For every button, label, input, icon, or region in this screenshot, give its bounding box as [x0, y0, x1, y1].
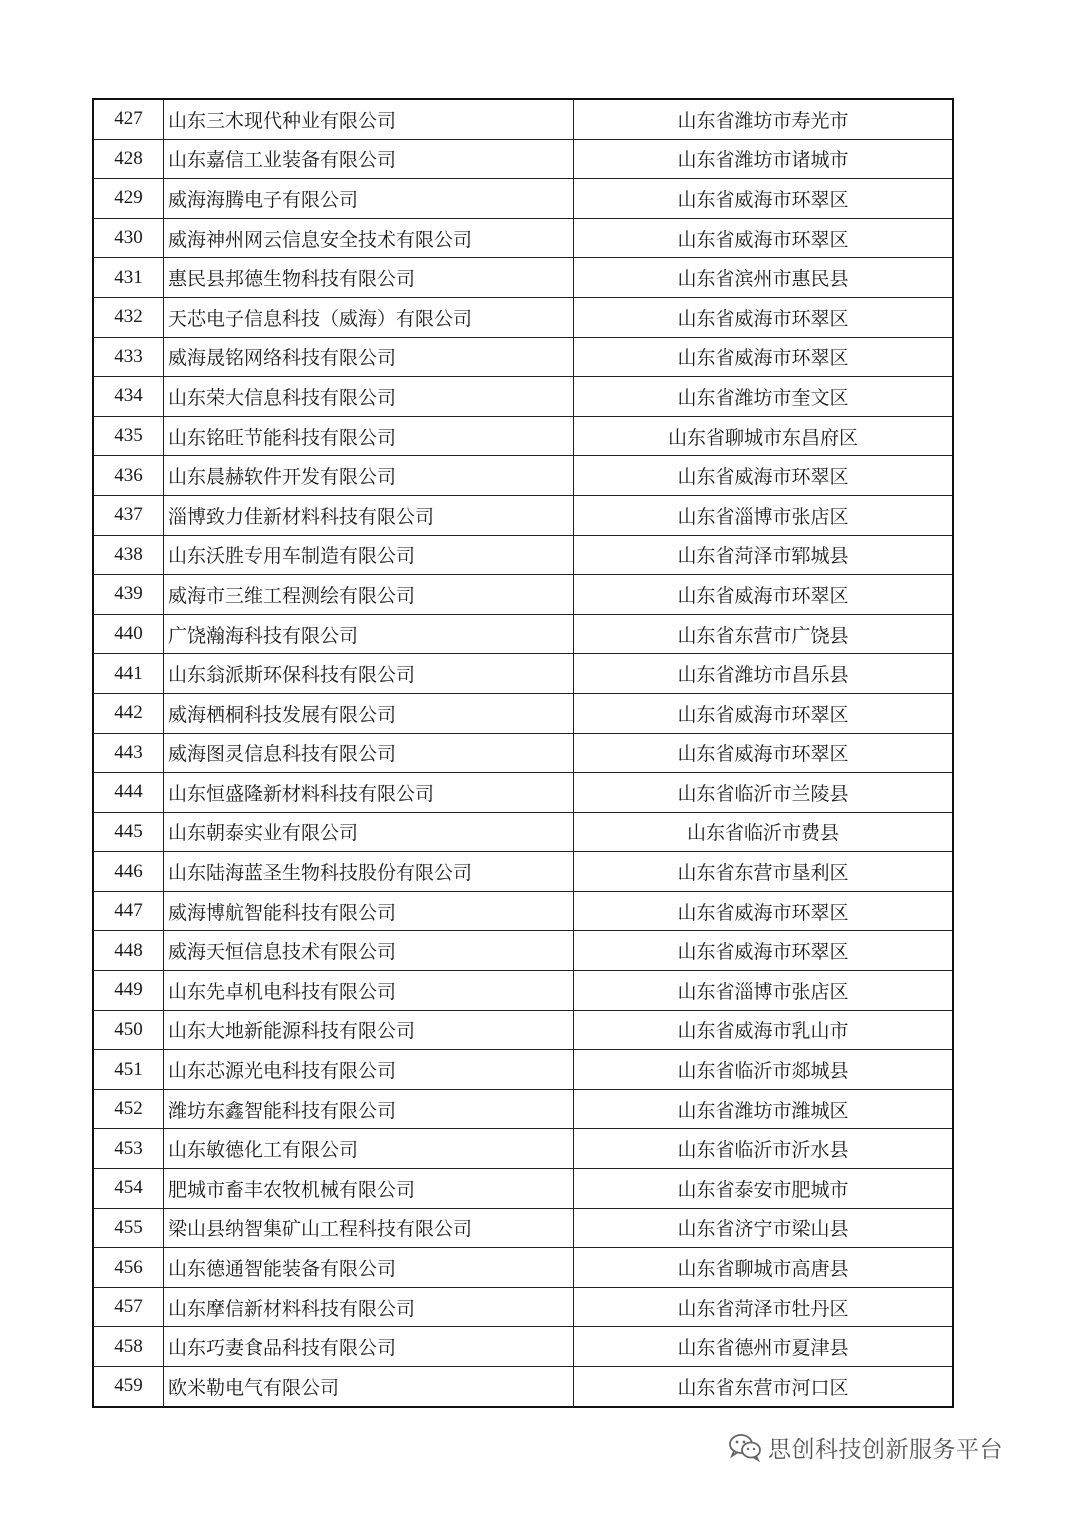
location-cell: 山东省聊城市东昌府区	[574, 416, 954, 456]
table-row	[93, 852, 953, 892]
location-cell: 山东省济宁市梁山县	[574, 1208, 954, 1248]
row-number-cell: 445	[93, 812, 164, 852]
company-name-cell: 山东敏德化工有限公司	[164, 1129, 574, 1169]
location-cell: 山东省潍坊市潍城区	[574, 1089, 954, 1129]
table-row	[93, 654, 953, 694]
table-row	[93, 1367, 953, 1407]
row-number-cell: 448	[93, 931, 164, 971]
company-name-cell: 山东沃胜专用车制造有限公司	[164, 535, 574, 575]
location-cell: 山东省潍坊市昌乐县	[574, 654, 954, 694]
location-cell: 山东省威海市环翠区	[574, 456, 954, 496]
table-row	[93, 891, 953, 931]
row-number-cell: 451	[93, 1050, 164, 1090]
table-row	[93, 1248, 953, 1288]
row-number-cell: 458	[93, 1327, 164, 1367]
row-number-cell: 429	[93, 179, 164, 219]
table-row	[93, 1327, 953, 1367]
row-number-cell: 443	[93, 733, 164, 773]
company-name-cell: 山东荣大信息科技有限公司	[164, 377, 574, 417]
table-row	[93, 971, 953, 1011]
location-cell: 山东省威海市环翠区	[574, 575, 954, 615]
table-row	[93, 535, 953, 575]
table-row	[93, 377, 953, 417]
row-number-cell: 441	[93, 654, 164, 694]
row-number-cell: 456	[93, 1248, 164, 1288]
location-cell: 山东省菏泽市牡丹区	[574, 1287, 954, 1327]
table-row	[93, 495, 953, 535]
company-name-cell: 山东陆海蓝圣生物科技股份有限公司	[164, 852, 574, 892]
row-number-cell: 434	[93, 377, 164, 417]
company-name-cell: 山东翁派斯环保科技有限公司	[164, 654, 574, 694]
watermark-text: 思创科技创新服务平台	[768, 1436, 1003, 1463]
table-row	[93, 1010, 953, 1050]
table-row	[93, 218, 953, 258]
table-row	[93, 179, 953, 219]
row-number-cell: 449	[93, 971, 164, 1011]
table-row	[93, 1287, 953, 1327]
location-cell: 山东省威海市环翠区	[574, 218, 954, 258]
table-row	[93, 297, 953, 337]
company-name-cell: 山东巧妻食品科技有限公司	[164, 1327, 574, 1367]
company-name-cell: 山东晨赫软件开发有限公司	[164, 456, 574, 496]
row-number-cell: 439	[93, 575, 164, 615]
row-number-cell: 437	[93, 495, 164, 535]
location-cell: 山东省东营市垦利区	[574, 852, 954, 892]
company-name-cell: 梁山县纳智集矿山工程科技有限公司	[164, 1208, 574, 1248]
location-cell: 山东省淄博市张店区	[574, 971, 954, 1011]
company-name-cell: 山东铭旺节能科技有限公司	[164, 416, 574, 456]
row-number-cell: 436	[93, 456, 164, 496]
company-name-cell: 山东三木现代种业有限公司	[164, 99, 574, 139]
company-name-cell: 天芯电子信息科技（威海）有限公司	[164, 297, 574, 337]
company-name-cell: 欧米勒电气有限公司	[164, 1367, 574, 1407]
table-row	[93, 733, 953, 773]
row-number-cell: 427	[93, 99, 164, 139]
location-cell: 山东省临沂市费县	[574, 812, 954, 852]
row-number-cell: 447	[93, 891, 164, 931]
location-cell: 山东省泰安市肥城市	[574, 1169, 954, 1209]
company-name-cell: 威海海腾电子有限公司	[164, 179, 574, 219]
company-name-cell: 山东摩信新材料科技有限公司	[164, 1287, 574, 1327]
table-row	[93, 1129, 953, 1169]
location-cell: 山东省临沂市郯城县	[574, 1050, 954, 1090]
company-list-table-container	[92, 98, 954, 1408]
row-number-cell: 454	[93, 1169, 164, 1209]
location-cell: 山东省潍坊市诸城市	[574, 139, 954, 179]
row-number-cell: 430	[93, 218, 164, 258]
table-row	[93, 456, 953, 496]
table-row	[93, 337, 953, 377]
table-row	[93, 258, 953, 298]
row-number-cell: 444	[93, 773, 164, 813]
row-number-cell: 457	[93, 1287, 164, 1327]
row-number-cell: 446	[93, 852, 164, 892]
company-name-cell: 威海栖桐科技发展有限公司	[164, 693, 574, 733]
table-row	[93, 693, 953, 733]
table-row	[93, 416, 953, 456]
row-number-cell: 433	[93, 337, 164, 377]
company-list-table	[92, 98, 954, 1408]
row-number-cell: 453	[93, 1129, 164, 1169]
company-name-cell: 山东恒盛隆新材料科技有限公司	[164, 773, 574, 813]
location-cell: 山东省潍坊市奎文区	[574, 377, 954, 417]
row-number-cell: 435	[93, 416, 164, 456]
location-cell: 山东省威海市环翠区	[574, 891, 954, 931]
location-cell: 山东省临沂市沂水县	[574, 1129, 954, 1169]
company-name-cell: 山东芯源光电科技有限公司	[164, 1050, 574, 1090]
company-name-cell: 威海天恒信息技术有限公司	[164, 931, 574, 971]
company-name-cell: 威海神州网云信息安全技术有限公司	[164, 218, 574, 258]
location-cell: 山东省聊城市高唐县	[574, 1248, 954, 1288]
watermark	[728, 1429, 1003, 1465]
location-cell: 山东省菏泽市郓城县	[574, 535, 954, 575]
company-name-cell: 惠民县邦德生物科技有限公司	[164, 258, 574, 298]
location-cell: 山东省威海市环翠区	[574, 179, 954, 219]
location-cell: 山东省威海市环翠区	[574, 693, 954, 733]
company-name-cell: 肥城市畜丰农牧机械有限公司	[164, 1169, 574, 1209]
location-cell: 山东省临沂市兰陵县	[574, 773, 954, 813]
location-cell: 山东省滨州市惠民县	[574, 258, 954, 298]
table-row	[93, 1169, 953, 1209]
table-row	[93, 139, 953, 179]
location-cell: 山东省德州市夏津县	[574, 1327, 954, 1367]
wechat-icon	[728, 1432, 762, 1462]
company-name-cell: 山东朝泰实业有限公司	[164, 812, 574, 852]
company-name-cell: 威海图灵信息科技有限公司	[164, 733, 574, 773]
location-cell: 山东省东营市河口区	[574, 1367, 954, 1407]
company-name-cell: 威海晟铭网络科技有限公司	[164, 337, 574, 377]
company-name-cell: 山东嘉信工业装备有限公司	[164, 139, 574, 179]
location-cell: 山东省威海市乳山市	[574, 1010, 954, 1050]
row-number-cell: 455	[93, 1208, 164, 1248]
company-name-cell: 潍坊东鑫智能科技有限公司	[164, 1089, 574, 1129]
location-cell: 山东省威海市环翠区	[574, 297, 954, 337]
location-cell: 山东省威海市环翠区	[574, 337, 954, 377]
company-name-cell: 广饶瀚海科技有限公司	[164, 614, 574, 654]
company-name-cell: 山东先卓机电科技有限公司	[164, 971, 574, 1011]
row-number-cell: 432	[93, 297, 164, 337]
row-number-cell: 440	[93, 614, 164, 654]
table-row	[93, 1089, 953, 1129]
row-number-cell: 450	[93, 1010, 164, 1050]
table-row	[93, 1208, 953, 1248]
location-cell: 山东省潍坊市寿光市	[574, 99, 954, 139]
table-row	[93, 773, 953, 813]
row-number-cell: 438	[93, 535, 164, 575]
company-name-cell: 淄博致力佳新材料科技有限公司	[164, 495, 574, 535]
row-number-cell: 459	[93, 1367, 164, 1407]
table-row	[93, 812, 953, 852]
company-name-cell: 山东大地新能源科技有限公司	[164, 1010, 574, 1050]
row-number-cell: 452	[93, 1089, 164, 1129]
location-cell: 山东省东营市广饶县	[574, 614, 954, 654]
location-cell: 山东省威海市环翠区	[574, 733, 954, 773]
company-name-cell: 山东德通智能装备有限公司	[164, 1248, 574, 1288]
company-name-cell: 威海博航智能科技有限公司	[164, 891, 574, 931]
row-number-cell: 431	[93, 258, 164, 298]
table-row	[93, 575, 953, 615]
row-number-cell: 428	[93, 139, 164, 179]
table-row	[93, 614, 953, 654]
location-cell: 山东省淄博市张店区	[574, 495, 954, 535]
location-cell: 山东省威海市环翠区	[574, 931, 954, 971]
company-name-cell: 威海市三维工程测绘有限公司	[164, 575, 574, 615]
row-number-cell: 442	[93, 693, 164, 733]
table-row	[93, 1050, 953, 1090]
table-row	[93, 931, 953, 971]
table-body	[93, 99, 953, 1407]
table-row	[93, 99, 953, 139]
